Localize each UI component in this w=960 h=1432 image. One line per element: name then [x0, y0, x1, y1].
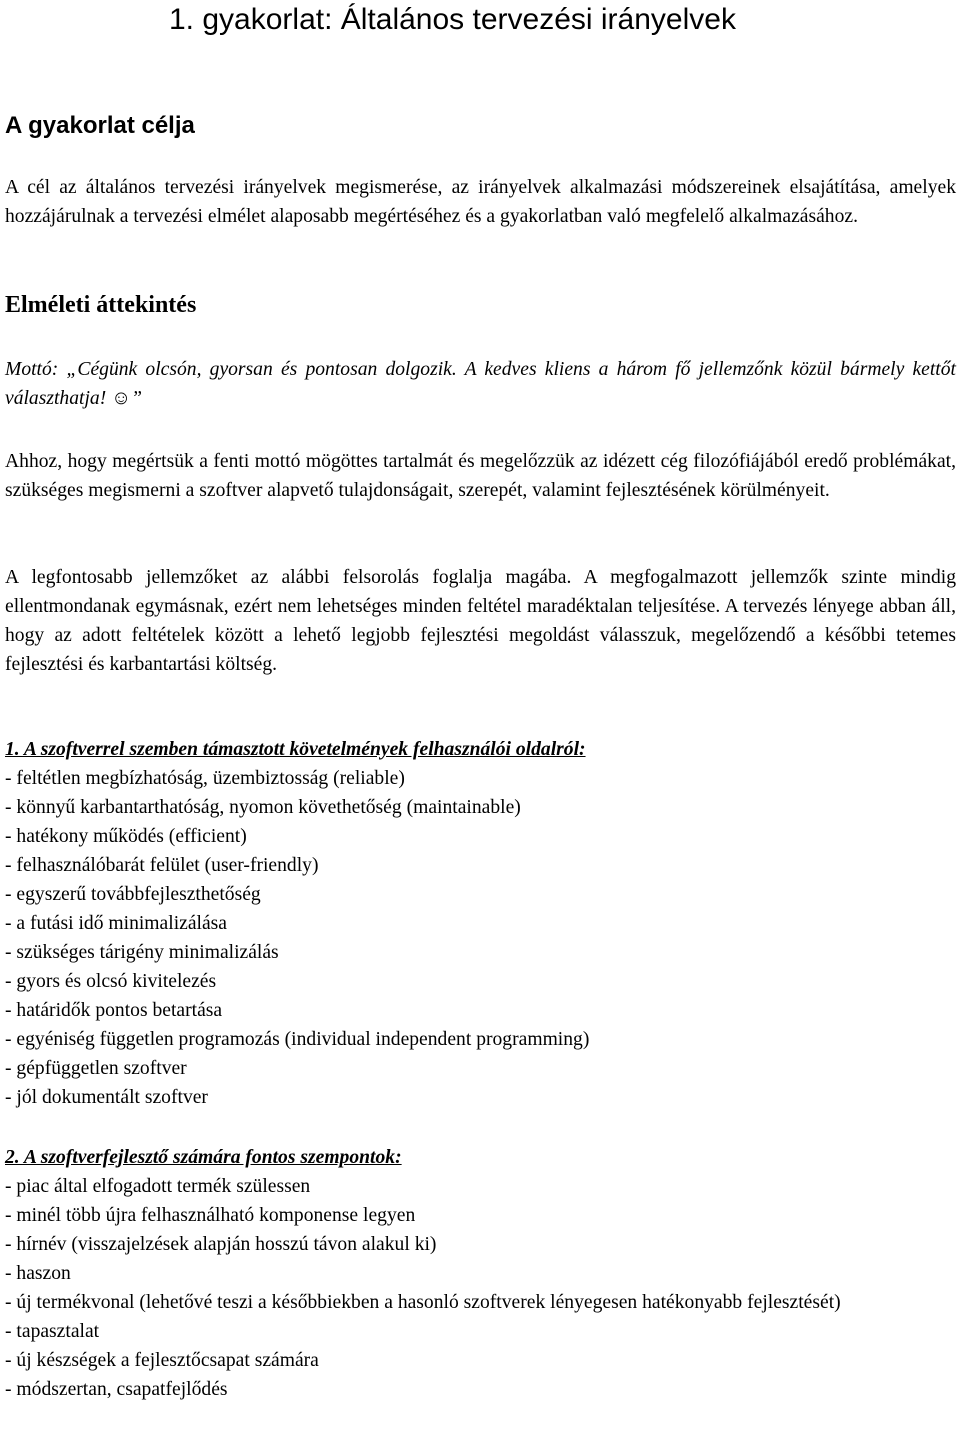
list-item: - hatékony működés (efficient)	[5, 826, 247, 847]
list-item: - új készségek a fejlesztőcsapat számára	[5, 1350, 319, 1371]
list-item: - jól dokumentált szoftver	[5, 1087, 208, 1108]
list-item: - hírnév (visszajelzések alapján hosszú távon alakul ki)	[5, 1234, 437, 1255]
section1-list	[5, 764, 956, 1112]
list-item: - felhasználóbarát felület (user-friendly)	[5, 855, 319, 876]
list-item: - új termékvonal (lehetővé teszi a későbbiekben a hasonló szoftverek lényegesen hatékonyabb fejlesztését)	[5, 1292, 841, 1313]
list-item: - szükséges tárigény minimalizálás	[5, 942, 279, 963]
list-item: - egyéniség független programozás (individual independent programming)	[5, 1029, 590, 1050]
section1-heading: 1. A szoftverrel szemben támasztott követelmények felhasználói oldalról:	[5, 739, 586, 760]
list-item: - a futási idő minimalizálása	[5, 913, 227, 934]
document-title: 1. gyakorlat: Általános tervezési irányelvek	[169, 3, 736, 36]
list-item: - gépfüggetlen szoftver	[5, 1058, 187, 1079]
list-item: - piac által elfogadott termék szülessen	[5, 1176, 311, 1197]
intro-paragraph: Ahhoz, hogy megértsük a fenti mottó mögöttes tartalmát és megelőzzük az idézett cég filozófiájából eredő problémákat, szükséges megismerni a szoftver alapvető tulajdonságait, szerepét, valamint fejlesztésének körülményeit.	[5, 451, 956, 501]
list-item: - gyors és olcsó kivitelezés	[5, 971, 217, 992]
list-item: - határidők pontos betartása	[5, 1000, 223, 1021]
motto-paragraph: Mottó: „Cégünk olcsón, gyorsan és pontosan dolgozik. A kedves kliens a három fő jellemzőnk közül bármely kettőt választhatja! ☺”	[5, 359, 956, 409]
goal-heading: A gyakorlat célja	[5, 112, 195, 139]
section2-list	[5, 1172, 956, 1404]
list-item: - minél több újra felhasználható komponense legyen	[5, 1205, 416, 1226]
characteristics-paragraph: A legfontosabb jellemzőket az alábbi felsorolás foglalja magába. A megfogalmazott jellemzők szinte mindig ellentmondanak egymásnak, ezért nem lehetséges minden feltétel maradéktalan teljesítése. A tervezés lényege abban áll, hogy az adott feltételek között a lehető legjobb fejlesztési megoldást válasszuk, megelőzendő a későbbi tetemes fejlesztési és karbantartási költség.	[5, 567, 956, 675]
section2-heading: 2. A szoftverfejlesztő számára fontos szempontok:	[5, 1147, 402, 1168]
theory-heading: Elméleti áttekintés	[5, 292, 197, 318]
list-item: - tapasztalat	[5, 1321, 100, 1342]
list-item: - feltétlen megbízhatóság, üzembiztosság (reliable)	[5, 768, 405, 789]
list-item: - könnyű karbantarthatóság, nyomon követhetőség (maintainable)	[5, 797, 521, 818]
list-item: - módszertan, csapatfejlődés	[5, 1379, 228, 1400]
goal-paragraph: A cél az általános tervezési irányelvek megismerése, az irányelvek alkalmazási módszereinek elsajátítása, amelyek hozzájárulnak a tervezési elmélet alaposabb megértéséhez és a gyakorlatban való megfelelő alkalmazásához.	[5, 177, 956, 227]
list-item: - haszon	[5, 1263, 71, 1284]
list-item: - egyszerű továbbfejleszthetőség	[5, 884, 261, 905]
